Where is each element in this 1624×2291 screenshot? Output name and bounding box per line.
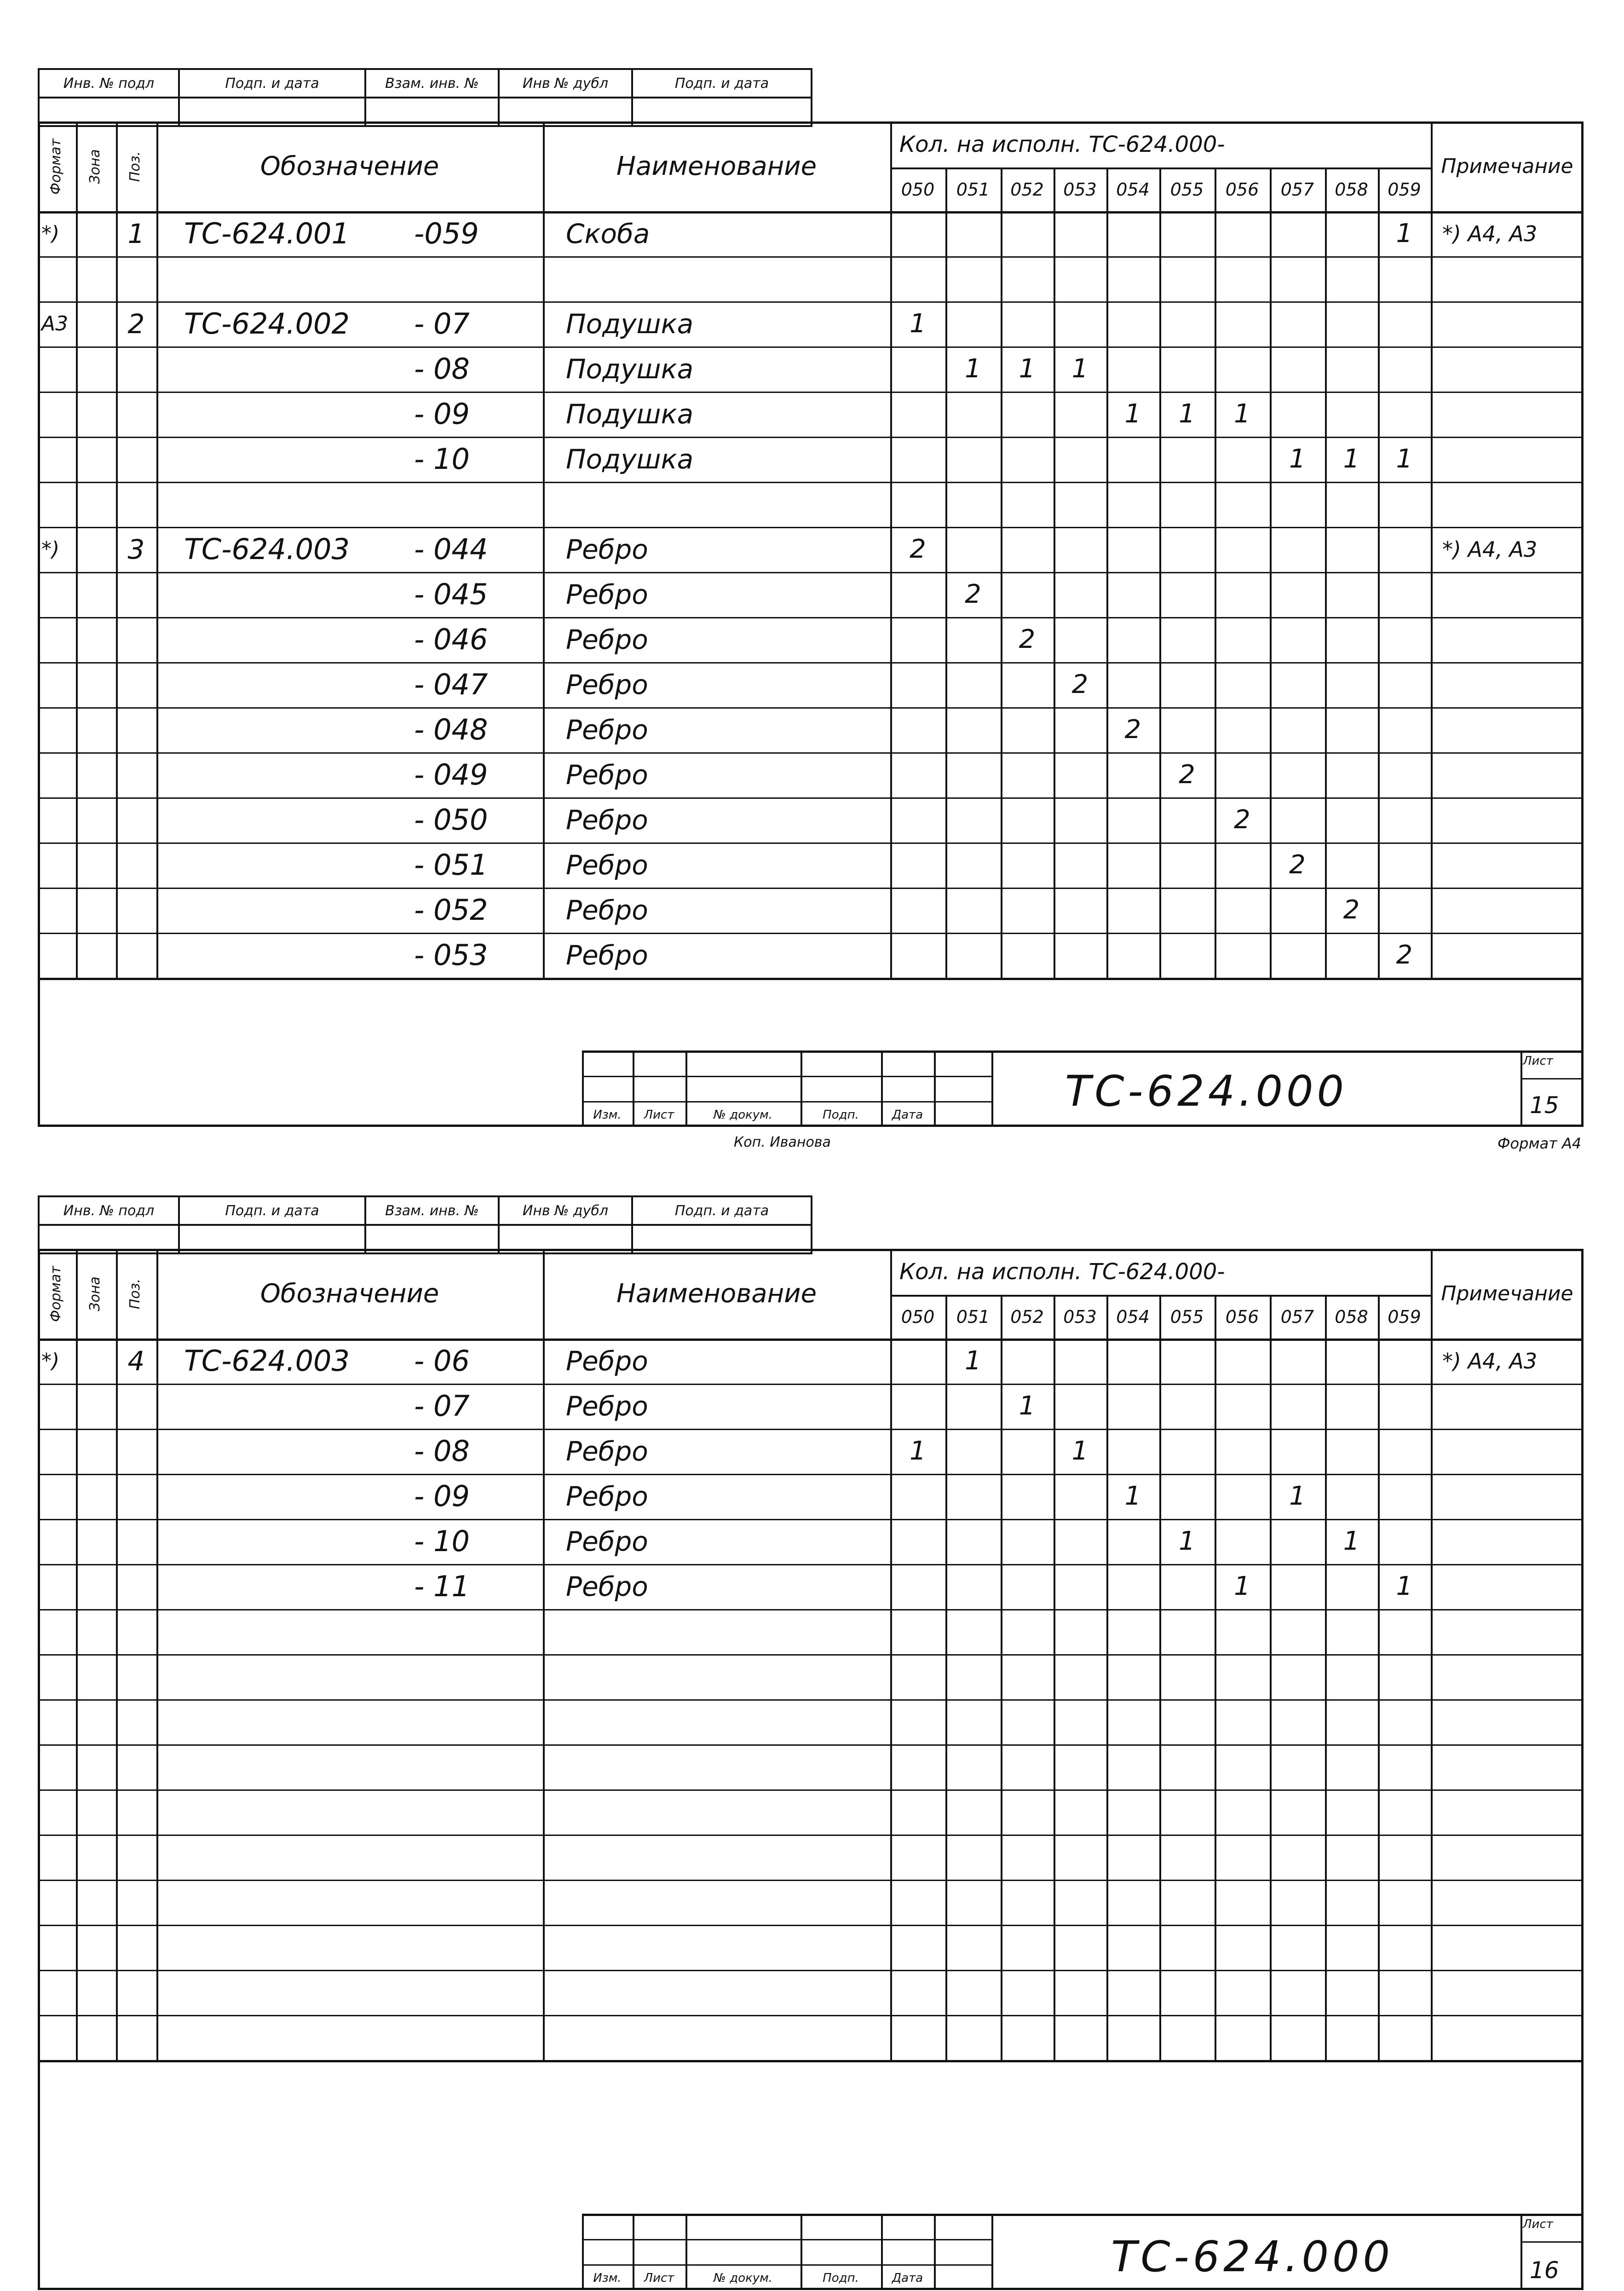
row-designation: ТС-624.003	[184, 1344, 350, 1378]
row-designation-suffix: - 09	[414, 1479, 470, 1513]
header-qty-title: Кол. на исполн. ТС-624.000-	[899, 1259, 1225, 1285]
row-position: 1	[127, 218, 145, 249]
stamp-header-sign-date-2: Подп. и дата	[632, 1196, 812, 1225]
grid-line	[1378, 167, 1380, 978]
row-designation-suffix: - 09	[414, 397, 470, 431]
stamp-header-inv-dup: Инв № дубл	[499, 1196, 632, 1225]
row-format: А3	[41, 312, 69, 335]
row-designation-suffix: - 051	[414, 848, 488, 882]
sheet-number: 15	[1530, 1092, 1559, 1119]
grid-line	[38, 1699, 1584, 1701]
title-block-label: Лист	[644, 2271, 674, 2285]
grid-line	[1270, 1295, 1272, 2060]
row-qty-058: 2	[1343, 895, 1360, 925]
row-designation-suffix: - 053	[414, 938, 488, 972]
row-format: *)	[41, 1349, 60, 1373]
header-variant-059: 059	[1388, 1306, 1421, 1327]
row-name: Ребро	[566, 804, 648, 836]
grid-line	[890, 1249, 892, 2060]
row-qty-056: 1	[1234, 1571, 1250, 1601]
stamp-header-inv-dup: Инв № дубл	[499, 69, 632, 98]
row-qty-051: 1	[965, 354, 981, 384]
row-qty-050: 2	[910, 534, 926, 564]
row-position: 2	[127, 308, 145, 340]
row-qty-059: 1	[1396, 444, 1413, 474]
stamp-header-sign-date: Подп. и дата	[179, 1196, 365, 1225]
grid-line	[38, 482, 1584, 483]
header-note: Примечание	[1441, 1281, 1573, 1305]
row-qty-050: 1	[910, 309, 926, 339]
header-designation: Обозначение	[260, 151, 439, 181]
row-qty-058: 1	[1343, 1526, 1360, 1556]
header-variant-053: 053	[1063, 1306, 1097, 1327]
row-name: Ребро	[566, 1391, 648, 1422]
grid-line	[38, 1654, 1584, 1656]
row-designation-suffix: - 047	[414, 668, 488, 701]
header-variant-055: 055	[1170, 179, 1204, 200]
row-qty-056: 1	[1234, 399, 1250, 429]
title-block-label: Дата	[892, 1108, 923, 1122]
row-name: Ребро	[566, 1481, 648, 1512]
grid-line	[1001, 167, 1002, 978]
header-format: Формат	[47, 1265, 64, 1322]
row-qty-053: 1	[1071, 1436, 1088, 1466]
grid-line	[1215, 1295, 1216, 2060]
grid-line	[1159, 1295, 1161, 2060]
grid-line	[156, 1249, 158, 2060]
header-variant-050: 050	[901, 1306, 935, 1327]
title-block-label: Изм.	[593, 2271, 622, 2285]
row-name: Ребро	[566, 534, 648, 565]
grid-line	[1378, 1295, 1380, 2060]
row-designation-suffix: -059	[414, 217, 479, 250]
header-variant-058: 058	[1335, 179, 1368, 200]
row-name: Ребро	[566, 1345, 648, 1377]
row-qty-052: 1	[1019, 1391, 1036, 1421]
header-zone: Зона	[86, 149, 103, 184]
row-name: Ребро	[566, 714, 648, 745]
sheet-label: Лист	[1523, 2217, 1553, 2231]
stamp-header-inv-orig: Инв. № подл	[39, 69, 179, 98]
header-variant-057: 057	[1280, 179, 1314, 200]
grid-line	[38, 1609, 1584, 1610]
row-name: Подушка	[566, 398, 694, 430]
grid-line	[945, 1295, 947, 2060]
row-name: Ребро	[566, 894, 648, 926]
row-designation-suffix: - 044	[414, 532, 488, 566]
paper-format: Формат А4	[1497, 1135, 1582, 1152]
row-qty-051: 1	[965, 1346, 981, 1376]
header-variant-056: 056	[1225, 179, 1259, 200]
header-variant-054: 054	[1116, 179, 1150, 200]
stamp-header-replace-inv: Взам. инв. №	[365, 69, 499, 98]
header-variant-055: 055	[1170, 1306, 1204, 1327]
copied-by: Коп. Иванова	[734, 1134, 831, 1150]
approval-stamp	[38, 1195, 812, 1254]
grid-line	[38, 1880, 1584, 1881]
header-name: Наименование	[616, 151, 817, 181]
row-qty-053: 2	[1071, 669, 1088, 699]
row-designation-suffix: - 050	[414, 803, 488, 837]
header-designation: Обозначение	[260, 1278, 439, 1309]
grid-line	[76, 1249, 78, 2060]
header-position: Поз.	[127, 1278, 143, 1309]
row-designation-suffix: - 11	[414, 1570, 470, 1603]
row-qty-057: 1	[1289, 444, 1306, 474]
grid-line	[1054, 1295, 1055, 2060]
row-name: Скоба	[566, 218, 650, 249]
grid-line	[1159, 167, 1161, 978]
row-designation-suffix: - 045	[414, 577, 488, 611]
row-name: Ребро	[566, 624, 648, 655]
row-qty-052: 1	[1019, 354, 1036, 384]
grid-line	[38, 1744, 1584, 1746]
sheet-number: 16	[1530, 2257, 1559, 2284]
header-variant-050: 050	[901, 179, 935, 200]
title-block-label: Лист	[644, 1108, 674, 1122]
grid-line	[1215, 167, 1216, 978]
row-note: *) А4, А3	[1442, 1349, 1538, 1373]
title-block-label: Подп.	[823, 1108, 859, 1122]
row-qty-057: 2	[1289, 850, 1306, 880]
grid-line	[543, 1249, 545, 2060]
grid-line	[38, 2060, 1584, 2062]
row-name: Ребро	[566, 1526, 648, 1557]
title-block-label: Дата	[892, 2271, 923, 2285]
grid-line	[1325, 167, 1327, 978]
row-qty-058: 1	[1343, 444, 1360, 474]
row-name: Ребро	[566, 1436, 648, 1467]
approval-stamp	[38, 68, 812, 127]
row-designation: ТС-624.001	[184, 217, 350, 250]
grid-line	[76, 121, 78, 978]
grid-line	[38, 1925, 1584, 1926]
title-block-label: Подп.	[823, 2271, 859, 2285]
row-designation-suffix: - 07	[414, 307, 470, 340]
row-qty-055: 1	[1179, 399, 1195, 429]
row-name: Ребро	[566, 759, 648, 791]
grid-line	[1106, 1295, 1108, 2060]
grid-line	[38, 2015, 1584, 2016]
title-block	[582, 2214, 1584, 2290]
header-variant-052: 052	[1010, 179, 1044, 200]
row-designation-suffix: - 046	[414, 623, 488, 656]
title-block-label: № докум.	[713, 2271, 773, 2285]
row-designation-suffix: - 048	[414, 713, 488, 746]
title-block-label: № докум.	[713, 1108, 773, 1122]
grid-line	[543, 121, 545, 978]
header-position: Поз.	[127, 151, 143, 182]
row-qty-052: 2	[1019, 624, 1036, 654]
row-format: *)	[41, 537, 60, 561]
row-name: Ребро	[566, 579, 648, 610]
header-variant-059: 059	[1388, 179, 1421, 200]
row-position: 4	[127, 1345, 145, 1377]
header-zone: Зона	[86, 1276, 103, 1311]
row-name: Ребро	[566, 849, 648, 881]
grid-line	[38, 978, 1584, 980]
row-name: Ребро	[566, 940, 648, 971]
grid-line	[38, 256, 1584, 258]
row-name: Подушка	[566, 308, 694, 340]
stamp-header-sign-date-2: Подп. и дата	[632, 69, 812, 98]
row-qty-054: 1	[1124, 1481, 1141, 1511]
header-format: Формат	[47, 138, 64, 195]
sheet-16	[0, 1127, 1624, 2285]
row-designation: ТС-624.003	[184, 532, 350, 566]
title-block-label: Изм.	[593, 1108, 622, 1122]
grid-line	[38, 1835, 1584, 1836]
grid-line	[1431, 121, 1433, 978]
row-designation-suffix: - 10	[414, 1524, 470, 1558]
document-code: ТС-624.000	[1065, 1067, 1348, 1116]
row-qty-059: 2	[1396, 940, 1413, 970]
grid-line	[156, 121, 158, 978]
header-variant-053: 053	[1063, 179, 1097, 200]
header-variant-054: 054	[1116, 1306, 1150, 1327]
row-designation-suffix: - 06	[414, 1344, 470, 1378]
header-qty-title: Кол. на исполн. ТС-624.000-	[899, 132, 1225, 157]
stamp-header-inv-orig: Инв. № подл	[39, 1196, 179, 1225]
header-variant-057: 057	[1280, 1306, 1314, 1327]
row-designation-suffix: - 052	[414, 893, 488, 927]
row-designation-suffix: - 049	[414, 758, 488, 791]
row-designation-suffix: - 07	[414, 1389, 470, 1423]
header-variant-058: 058	[1335, 1306, 1368, 1327]
grid-line	[1431, 1249, 1433, 2060]
row-name: Ребро	[566, 1571, 648, 1602]
row-qty-055: 2	[1179, 760, 1195, 790]
row-qty-054: 1	[1124, 399, 1141, 429]
sheet-label: Лист	[1523, 1054, 1553, 1068]
row-qty-054: 2	[1124, 715, 1141, 744]
stamp-header-replace-inv: Взам. инв. №	[365, 1196, 499, 1225]
row-designation-suffix: - 08	[414, 352, 470, 386]
row-designation: ТС-624.002	[184, 307, 350, 340]
header-note: Примечание	[1441, 154, 1573, 178]
row-note: *) А4, А3	[1442, 221, 1538, 246]
header-variant-052: 052	[1010, 1306, 1044, 1327]
row-note: *) А4, А3	[1442, 537, 1538, 562]
row-designation-suffix: - 08	[414, 1434, 470, 1468]
row-qty-056: 2	[1234, 805, 1250, 835]
row-qty-050: 1	[910, 1436, 926, 1466]
row-qty-051: 2	[965, 579, 981, 609]
header-name: Наименование	[616, 1278, 817, 1309]
row-name: Ребро	[566, 669, 648, 700]
header-variant-051: 051	[956, 1306, 990, 1327]
grid-line	[38, 1970, 1584, 1971]
grid-line	[38, 1789, 1584, 1791]
document-code: ТС-624.000	[1111, 2232, 1394, 2281]
row-designation-suffix: - 10	[414, 442, 470, 476]
grid-line	[1106, 167, 1108, 978]
header-variant-051: 051	[956, 179, 990, 200]
stamp-header-sign-date: Подп. и дата	[179, 69, 365, 98]
row-name: Подушка	[566, 444, 694, 475]
row-name: Подушка	[566, 353, 694, 385]
header-variant-056: 056	[1225, 1306, 1259, 1327]
row-position: 3	[127, 534, 145, 565]
row-qty-057: 1	[1289, 1481, 1306, 1511]
grid-line	[1054, 167, 1055, 978]
row-format: *)	[41, 222, 60, 245]
row-qty-059: 1	[1396, 1571, 1413, 1601]
row-qty-055: 1	[1179, 1526, 1195, 1556]
row-qty-053: 1	[1071, 354, 1088, 384]
row-qty-059: 1	[1396, 219, 1413, 248]
grid-line	[1325, 1295, 1327, 2060]
